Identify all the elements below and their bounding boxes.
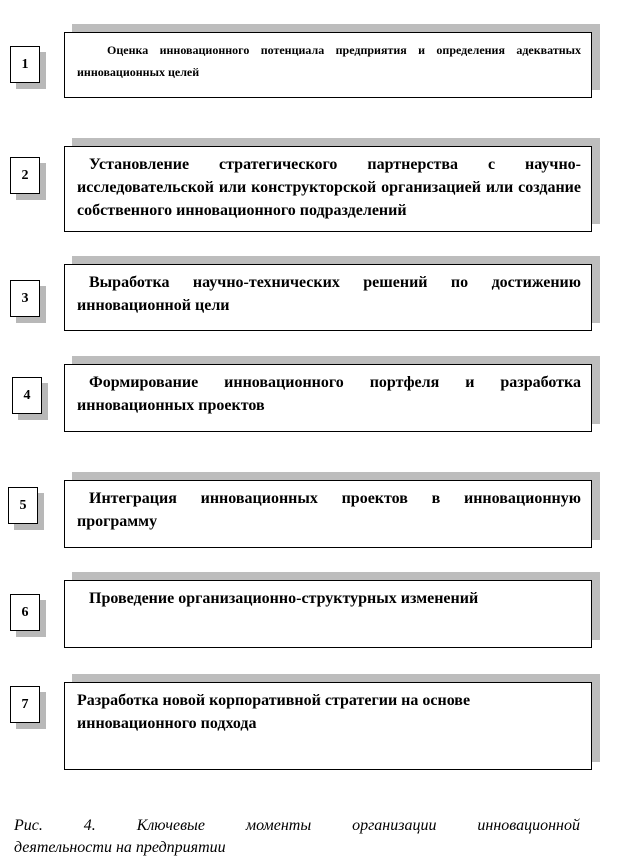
step-text: Выработка научно-технических решений по достижению инновационной цели bbox=[77, 274, 581, 314]
step-text: Установление стратегического партнерства с научно-исследовательской или конструкторской организацией или создание собственного инновационного подразделений bbox=[77, 156, 581, 219]
step-text: Оценка инновационного потенциала предприятия и определения адекватных инновационных целей bbox=[77, 43, 581, 79]
step-number-label: 2 bbox=[21, 167, 29, 183]
step-number-4 bbox=[12, 377, 42, 414]
step-box-4 bbox=[64, 364, 592, 432]
step-number-6 bbox=[10, 594, 40, 631]
step-text: Интеграция инновационных проектов в инновационную программу bbox=[77, 490, 581, 530]
step-box-3 bbox=[64, 264, 592, 331]
step-text: Разработка новой корпоративной стратегии на основе инновационного подхода bbox=[77, 692, 471, 732]
step-number-label: 7 bbox=[21, 696, 29, 712]
step-number-3 bbox=[10, 280, 40, 317]
step-number-label: 4 bbox=[23, 387, 31, 403]
step-box-5 bbox=[64, 480, 592, 548]
caption-line-2: деятельности на предприятии bbox=[14, 839, 226, 856]
step-number-5 bbox=[8, 487, 38, 524]
step-number-2 bbox=[10, 157, 40, 194]
figure-caption bbox=[14, 815, 580, 837]
step-number-label: 6 bbox=[21, 604, 29, 620]
step-number-label: 5 bbox=[19, 497, 27, 513]
step-box-6 bbox=[64, 580, 592, 648]
figure-caption-continued bbox=[14, 837, 226, 859]
step-box-2 bbox=[64, 146, 592, 232]
step-text: Формирование инновационного портфеля и разработка инновационных проектов bbox=[77, 374, 581, 414]
step-number-1 bbox=[10, 46, 40, 83]
step-number-7 bbox=[10, 686, 40, 723]
step-box-7 bbox=[64, 682, 592, 770]
step-text: Проведение организационно-структурных изменений bbox=[89, 590, 479, 607]
step-box-1 bbox=[64, 32, 592, 98]
caption-line-1: Рис. 4. Ключевые моменты организации инновационной bbox=[14, 817, 580, 834]
step-number-label: 3 bbox=[21, 290, 29, 306]
step-number-label: 1 bbox=[21, 56, 29, 72]
